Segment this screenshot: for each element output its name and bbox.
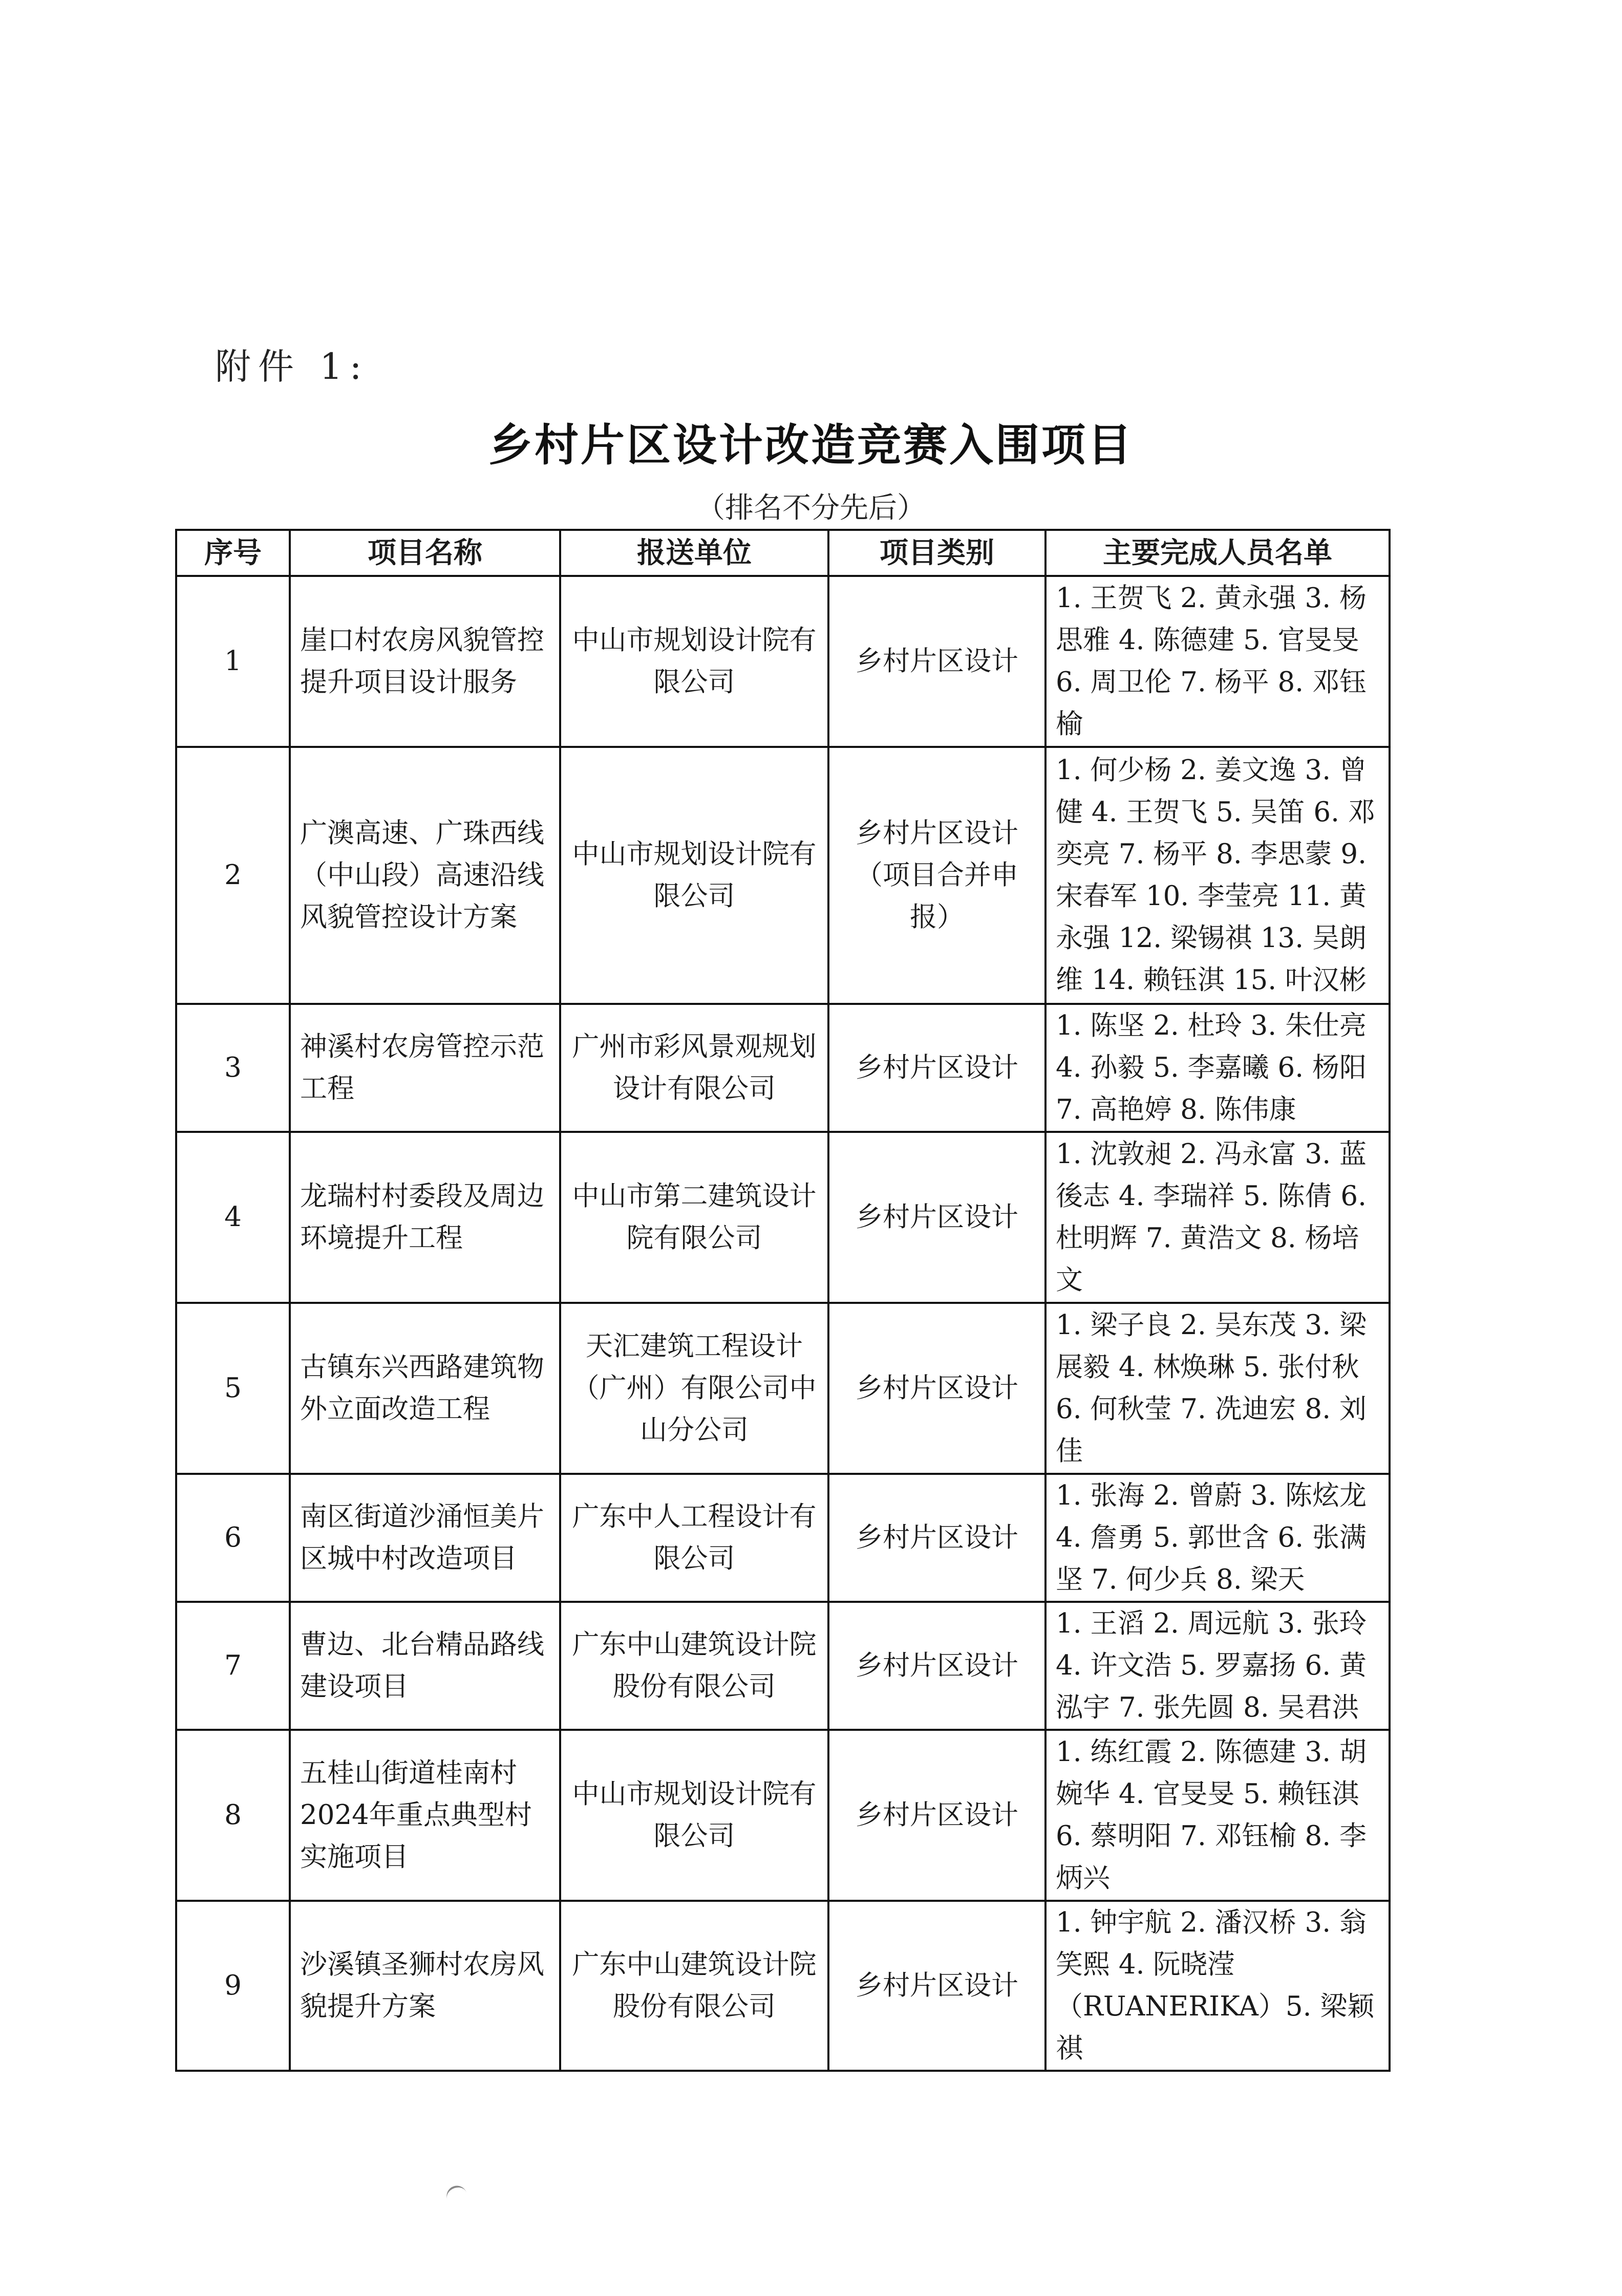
row-unit: 中山市规划设计院有限公司: [560, 1730, 828, 1901]
table-row: [176, 1004, 1390, 1132]
row-category: 乡村片区设计: [828, 1730, 1045, 1901]
table-row: [176, 1602, 1390, 1730]
table-row: [176, 1132, 1390, 1303]
row-project-name: 神溪村农房管控示范工程: [290, 1004, 560, 1132]
table-row: [176, 576, 1390, 747]
row-unit: 中山市规划设计院有限公司: [560, 576, 828, 747]
row-members: 1. 练红霞 2. 陈德建 3. 胡婉华 4. 官旻旻 5. 赖钰淇 6. 蔡明阳 7. 邓钰榆 8. 李炳兴: [1045, 1730, 1390, 1901]
table-row: [176, 1474, 1390, 1602]
row-members: 1. 沈敦昶 2. 冯永富 3. 蓝後志 4. 李瑞祥 5. 陈倩 6. 杜明辉 7. 黄浩文 8. 杨培文: [1045, 1132, 1390, 1303]
row-category: 乡村片区设计: [828, 1602, 1045, 1730]
row-category: 乡村片区设计: [828, 1901, 1045, 2071]
row-project-name: 曹边、北台精品路线建设项目: [290, 1602, 560, 1730]
row-unit: 中山市第二建筑设计院有限公司: [560, 1132, 828, 1303]
table-header-row: [176, 530, 1390, 576]
row-unit: 广东中山建筑设计院股份有限公司: [560, 1901, 828, 2071]
row-project-name: 古镇东兴西路建筑物外立面改造工程: [290, 1303, 560, 1474]
header-unit: 报送单位: [560, 530, 828, 576]
page-title: 乡村片区设计改造竞赛入围项目: [488, 419, 1134, 471]
table-row: [176, 747, 1390, 1004]
row-project-name: 广澳高速、广珠西线（中山段）高速沿线风貌管控设计方案: [290, 747, 560, 1004]
row-unit: 中山市规划设计院有限公司: [560, 747, 828, 1004]
table-row: [176, 1901, 1390, 2071]
row-category: 乡村片区设计: [828, 1132, 1045, 1303]
row-seq: 6: [176, 1474, 290, 1602]
row-unit: 天汇建筑工程设计（广州）有限公司中山分公司: [560, 1303, 828, 1474]
row-category: 乡村片区设计: [828, 576, 1045, 747]
table-row: [176, 1303, 1390, 1474]
row-seq: 2: [176, 747, 290, 1004]
row-members: 1. 梁子良 2. 吴东茂 3. 梁展毅 4. 林焕琳 5. 张付秋 6. 何秋莹 7. 冼迪宏 8. 刘佳: [1045, 1303, 1390, 1474]
row-category: 乡村片区设计: [828, 1303, 1045, 1474]
row-seq: 5: [176, 1303, 290, 1474]
row-seq: 3: [176, 1004, 290, 1132]
page-subtitle: （排名不分先后）: [696, 491, 926, 525]
row-project-name: 南区街道沙涌恒美片区城中村改造项目: [290, 1474, 560, 1602]
row-category: 乡村片区设计（项目合并申报）: [828, 747, 1045, 1004]
row-seq: 8: [176, 1730, 290, 1901]
row-unit: 广东中山建筑设计院股份有限公司: [560, 1602, 828, 1730]
header-project-name: 项目名称: [290, 530, 560, 576]
header-category: 项目类别: [828, 530, 1045, 576]
row-members: 1. 何少杨 2. 姜文逸 3. 曾健 4. 王贺飞 5. 吴笛 6. 邓奕亮 7. 杨平 8. 李思蒙 9. 宋春军 10. 李莹亮 11. 黄永强 12. 梁锡祺 13. 吴朗维 14. 赖钰淇 15. 叶汉彬: [1045, 747, 1390, 1004]
row-unit: 广州市彩风景观规划设计有限公司: [560, 1004, 828, 1132]
table-row: [176, 1730, 1390, 1901]
row-category: 乡村片区设计: [828, 1474, 1045, 1602]
row-members: 1. 钟宇航 2. 潘汉桥 3. 翁笑熙 4. 阮晓滢（RUANERIKA）5. 梁颖祺: [1045, 1901, 1390, 2071]
row-project-name: 龙瑞村村委段及周边环境提升工程: [290, 1132, 560, 1303]
row-seq: 9: [176, 1901, 290, 2071]
row-members: 1. 王贺飞 2. 黄永强 3. 杨思雅 4. 陈德建 5. 官旻旻 6. 周卫伦 7. 杨平 8. 邓钰榆: [1045, 576, 1390, 747]
row-members: 1. 王滔 2. 周远航 3. 张玲 4. 许文浩 5. 罗嘉扬 6. 黄泓宇 7. 张先圆 8. 吴君洪: [1045, 1602, 1390, 1730]
row-seq: 7: [176, 1602, 290, 1730]
shortlist-table: [175, 529, 1391, 2072]
row-seq: 4: [176, 1132, 290, 1303]
pen-mark: [444, 2183, 467, 2202]
row-category: 乡村片区设计: [828, 1004, 1045, 1132]
row-project-name: 沙溪镇圣狮村农房风貌提升方案: [290, 1901, 560, 2071]
row-seq: 1: [176, 576, 290, 747]
row-members: 1. 陈坚 2. 杜玲 3. 朱仕亮 4. 孙毅 5. 李嘉曦 6. 杨阳 7. 高艳婷 8. 陈伟康: [1045, 1004, 1390, 1132]
header-seq: 序号: [176, 530, 290, 576]
row-members: 1. 张海 2. 曾蔚 3. 陈炫龙 4. 詹勇 5. 郭世含 6. 张满坚 7. 何少兵 8. 梁天: [1045, 1474, 1390, 1602]
attachment-label: 附件 1:: [215, 346, 369, 388]
header-members: 主要完成人员名单: [1045, 530, 1390, 576]
row-unit: 广东中人工程设计有限公司: [560, 1474, 828, 1602]
row-project-name: 五桂山街道桂南村2024年重点典型村实施项目: [290, 1730, 560, 1901]
row-project-name: 崖口村农房风貌管控提升项目设计服务: [290, 576, 560, 747]
